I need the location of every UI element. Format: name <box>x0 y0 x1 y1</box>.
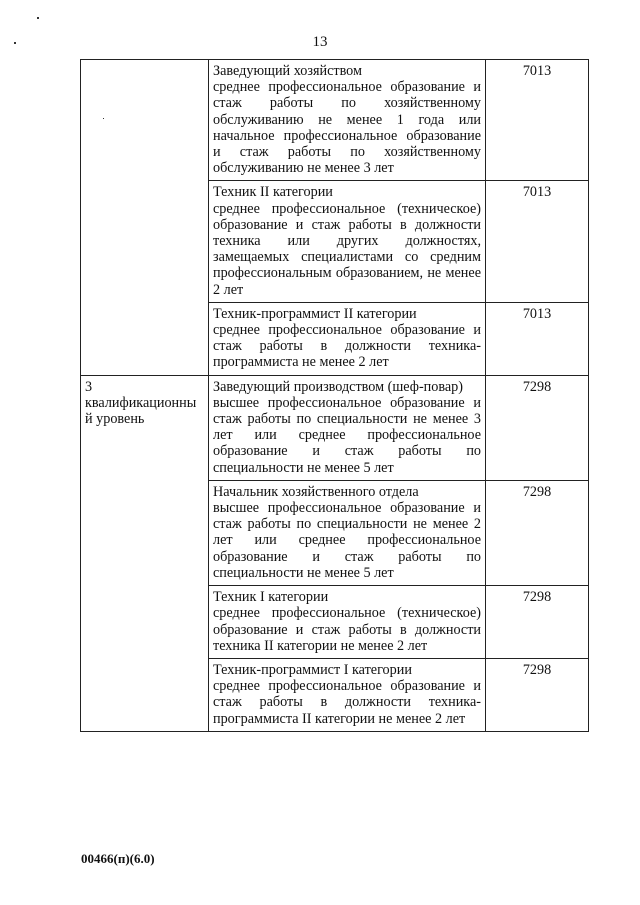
position-requirements: среднее профессиональное образование и стаж работы в должности техника-программиста не менее 2 лет <box>213 322 481 371</box>
position-cell <box>209 302 486 375</box>
page-number: 13 <box>312 34 328 50</box>
salary-cell: 7298 <box>486 658 589 731</box>
position-title: Начальник хозяйственного отдела <box>213 483 419 500</box>
position-cell <box>209 181 486 302</box>
position-cell <box>209 480 486 585</box>
salary-cell: 7298 <box>486 480 589 585</box>
position-requirements: высшее профессиональное образование и стаж работы по специальности не менее 2 лет или среднее профессиональное образование и стаж работы по специальности не менее 5 лет <box>213 500 481 581</box>
level-number: 3 <box>85 378 93 395</box>
salary-cell: 7013 <box>486 302 589 375</box>
position-requirements: среднее профессиональное образование и стаж работы по хозяйственному обслуживанию не менее 1 года или начальное профессиональное образование и стаж работы по хозяйственному обслуживанию не менее 3 лет <box>213 79 481 177</box>
position-requirements: среднее профессиональное (техническое) образование и стаж работы в должности техника или других должностях, замещаемых специалистами со средним профессиональным образованием, не менее 2 лет <box>213 200 481 298</box>
position-requirements: высшее профессиональное образование и стаж работы по специальности не менее 3 лет или среднее профессиональное образование и стаж работы по специальности не менее 5 лет <box>213 394 481 476</box>
position-cell <box>209 375 486 480</box>
table-row <box>81 375 589 480</box>
level-label: квалификационны й уровень <box>85 394 197 428</box>
position-cell <box>209 586 486 659</box>
position-cell <box>209 60 486 181</box>
scan-speck <box>37 17 39 19</box>
document-code: 00466(п)(6.0) <box>81 851 155 866</box>
position-requirements: среднее профессиональное образование и стаж работы в должности техника-программиста II категории не менее 2 лет <box>213 678 481 727</box>
position-title: Заведующий производством (шеф-повар) <box>213 378 463 395</box>
salary-cell: 7298 <box>486 375 589 480</box>
qualification-table <box>80 59 589 732</box>
salary-cell: 7013 <box>486 60 589 181</box>
position-title: Техник II категории <box>213 184 333 201</box>
position-title: Техник-программист II категории <box>213 305 417 322</box>
level-cell <box>81 375 209 731</box>
table-row <box>81 60 589 181</box>
position-title: Техник I категории <box>213 589 329 606</box>
salary-cell: 7013 <box>486 181 589 302</box>
position-title: Заведующий хозяйством <box>213 63 362 79</box>
position-title: Техник-программист I категории <box>213 661 412 678</box>
position-requirements: среднее профессиональное (техническое) образование и стаж работы в должности техника II категории не менее 2 лет <box>213 605 481 654</box>
position-cell <box>209 658 486 731</box>
salary-cell: 7298 <box>486 586 589 659</box>
level-cell-empty <box>81 60 209 376</box>
